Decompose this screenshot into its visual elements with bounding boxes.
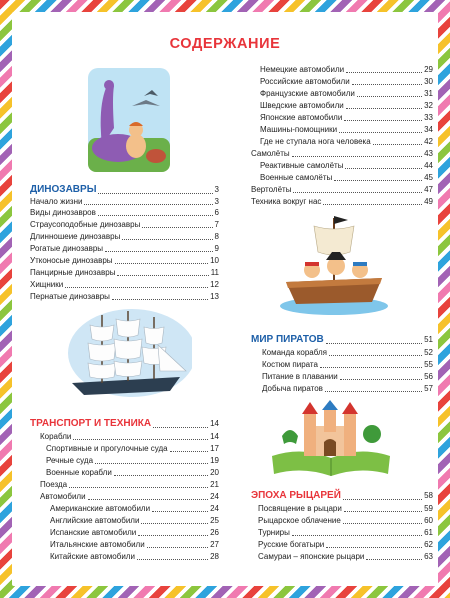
toc-item-page: 44: [424, 161, 433, 170]
leader-dots: [65, 287, 208, 288]
toc-item-page: 7: [214, 220, 219, 229]
toc-item[interactable]: [30, 244, 219, 254]
leader-dots: [141, 523, 208, 524]
toc-item-page: 26: [210, 528, 219, 537]
toc-item-label: Машины-помощники: [260, 125, 338, 134]
toc-item-label: Реактивные самолёты: [260, 161, 344, 170]
toc-item-label: Поезда: [40, 480, 68, 489]
toc-item-page: 60: [424, 516, 433, 525]
toc-item[interactable]: [251, 197, 433, 207]
section-transport[interactable]: [30, 418, 219, 430]
toc-item-page: 24: [210, 504, 219, 513]
leader-dots: [95, 463, 208, 464]
toc-item-label: Самолёты: [251, 149, 290, 158]
toc-item-label: Французские автомобили: [260, 89, 355, 98]
toc-item[interactable]: [258, 504, 433, 514]
leader-dots: [320, 367, 422, 368]
toc-item-page: 3: [214, 197, 219, 206]
leader-dots: [292, 156, 422, 157]
section-dinosaurs-title: ДИНОЗАВРЫ: [30, 184, 97, 195]
toc-item-label: Турниры: [258, 528, 290, 537]
toc-item[interactable]: [262, 360, 433, 370]
toc-item-page: 30: [424, 77, 433, 86]
toc-item-page: 31: [424, 89, 433, 98]
leader-dots: [325, 391, 422, 392]
page-title: СОДЕРЖАНИЕ: [169, 36, 281, 52]
toc-item-page: 19: [210, 456, 219, 465]
section-pirates-title: МИР ПИРАТОВ: [251, 334, 324, 345]
leader-dots: [340, 379, 422, 380]
leader-dots: [170, 451, 208, 452]
section-transport-title: ТРАНСПОРТ И ТЕХНИКА: [30, 418, 152, 429]
toc-item-page: 49: [424, 197, 433, 206]
toc-item[interactable]: [30, 197, 219, 207]
leader-dots: [343, 523, 422, 524]
toc-item-label: Самураи – японские рыцари: [258, 552, 365, 561]
toc-item-label: Пернатые динозавры: [30, 292, 110, 301]
toc-item[interactable]: [30, 256, 219, 266]
toc-item-label: Речные суда: [46, 456, 94, 465]
toc-item-label: Где не ступала нога человека: [260, 137, 371, 146]
toc-item-page: 57: [424, 384, 433, 393]
toc-item[interactable]: [260, 137, 433, 147]
toc-item[interactable]: [262, 348, 433, 358]
leader-dots: [293, 192, 422, 193]
toc-item-label: Рогатые динозавры: [30, 244, 104, 253]
leader-dots: [346, 108, 422, 109]
toc-item-label: Китайские автомобили: [50, 552, 135, 561]
toc-item-label: Испанские автомобили: [50, 528, 137, 537]
toc-item-label: Длинношеие динозавры: [30, 232, 121, 241]
toc-item[interactable]: [50, 528, 219, 538]
leader-dots: [73, 439, 208, 440]
toc-item-label: Рыцарское облачение: [258, 516, 341, 525]
toc-item-label: Команда корабля: [262, 348, 327, 357]
toc-item-label: Немецкие автомобили: [260, 65, 345, 74]
toc-item-page: 34: [424, 125, 433, 134]
toc-item-label: Посвящение в рыцари: [258, 504, 342, 513]
toc-item[interactable]: [30, 280, 219, 290]
leader-dots: [138, 535, 208, 536]
leader-dots: [98, 193, 212, 194]
toc-item-label: Добыча пиратов: [262, 384, 323, 393]
toc-item-label: Японские автомобили: [260, 113, 343, 122]
toc-item-label: Утконосые динозавры: [30, 256, 113, 265]
pirate-ship-illustration: [278, 212, 390, 316]
leader-dots: [137, 559, 208, 560]
toc-item[interactable]: [40, 432, 219, 442]
toc-item-label: Российские автомобили: [260, 77, 350, 86]
toc-item-label: Английские автомобили: [50, 516, 140, 525]
toc-item-page: 33: [424, 113, 433, 122]
leader-dots: [357, 96, 422, 97]
castle-book-illustration: [268, 400, 394, 480]
toc-item[interactable]: [30, 292, 219, 302]
toc-item[interactable]: [30, 268, 219, 278]
toc-item[interactable]: [50, 516, 219, 526]
toc-item[interactable]: [30, 220, 219, 230]
sailing-ship-illustration: [62, 305, 192, 403]
leader-dots: [345, 168, 422, 169]
leader-dots: [366, 559, 422, 560]
toc-item-label: Панцирные динозавры: [30, 268, 116, 277]
toc-item-page: 62: [424, 540, 433, 549]
toc-item[interactable]: [260, 161, 433, 171]
leader-dots: [84, 204, 212, 205]
leader-dots: [329, 355, 422, 356]
toc-item-label: Русские богатыри: [258, 540, 325, 549]
toc-item[interactable]: [50, 504, 219, 514]
toc-item-label: Автомобили: [40, 492, 86, 501]
leader-dots: [344, 511, 422, 512]
toc-item[interactable]: [50, 552, 219, 562]
leader-dots: [334, 180, 422, 181]
leader-dots: [323, 204, 422, 205]
leader-dots: [142, 227, 212, 228]
toc-item[interactable]: [258, 528, 433, 538]
toc-item[interactable]: [262, 372, 433, 382]
leader-dots: [339, 132, 422, 133]
leader-dots: [115, 263, 209, 264]
toc-item-page: 21: [210, 480, 219, 489]
toc-item-page: 59: [424, 504, 433, 513]
leader-dots: [352, 84, 422, 85]
toc-item-page: 27: [210, 540, 219, 549]
leader-dots: [114, 475, 208, 476]
toc-item-page: 47: [424, 185, 433, 194]
leader-dots: [292, 535, 422, 536]
section-dinosaurs[interactable]: [30, 184, 219, 196]
toc-item-page: 61: [424, 528, 433, 537]
toc-item[interactable]: [30, 208, 219, 218]
toc-item[interactable]: [260, 65, 433, 75]
leader-dots: [69, 487, 208, 488]
toc-item[interactable]: [260, 77, 433, 87]
toc-item-page: 63: [424, 552, 433, 561]
leader-dots: [147, 547, 208, 548]
leader-dots: [152, 511, 208, 512]
section-dinosaurs-page: 3: [214, 185, 219, 194]
toc-item[interactable]: [50, 540, 219, 550]
toc-item-page: 55: [424, 360, 433, 369]
dinosaur-illustration: [88, 68, 170, 172]
toc-item[interactable]: [258, 516, 433, 526]
toc-item-label: Корабли: [40, 432, 72, 441]
toc-item[interactable]: [258, 552, 433, 562]
toc-item-page: 42: [424, 137, 433, 146]
toc-item-label: Начало жизни: [30, 197, 83, 206]
section-knights-title: ЭПОХА РЫЦАРЕЙ: [251, 490, 341, 501]
leader-dots: [105, 251, 213, 252]
toc-item[interactable]: [260, 89, 433, 99]
toc-item[interactable]: [258, 540, 433, 550]
toc-item-page: 20: [210, 468, 219, 477]
toc-item-page: 17: [210, 444, 219, 453]
leader-dots: [373, 144, 422, 145]
toc-item-label: Хищники: [30, 280, 64, 289]
leader-dots: [88, 499, 209, 500]
toc-item-page: 8: [214, 232, 219, 241]
section-pirates-page: 51: [424, 335, 433, 344]
toc-item-page: 52: [424, 348, 433, 357]
toc-item[interactable]: [262, 384, 433, 394]
toc-item-page: 6: [214, 208, 219, 217]
toc-item-page: 10: [210, 256, 219, 265]
toc-item[interactable]: [260, 101, 433, 111]
toc-item[interactable]: [260, 113, 433, 123]
toc-item-label: Костюм пирата: [262, 360, 318, 369]
toc-item-page: 11: [210, 268, 219, 277]
leader-dots: [343, 499, 422, 500]
toc-item-page: 43: [424, 149, 433, 158]
toc-item[interactable]: [46, 444, 219, 454]
toc-item-label: Итальянские автомобили: [50, 540, 145, 549]
toc-item[interactable]: [46, 456, 219, 466]
toc-item-label: Военные корабли: [46, 468, 112, 477]
leader-dots: [98, 215, 213, 216]
toc-item[interactable]: [260, 173, 433, 183]
toc-item-label: Техника вокруг нас: [251, 197, 322, 206]
toc-item-page: 32: [424, 101, 433, 110]
section-transport-page: 14: [210, 419, 219, 428]
toc-item[interactable]: [46, 468, 219, 478]
toc-item-label: Спортивные и прогулочные суда: [46, 444, 168, 453]
toc-item[interactable]: [30, 232, 219, 242]
toc-item-page: 29: [424, 65, 433, 74]
toc-item-label: Военные самолёты: [260, 173, 333, 182]
toc-item-page: 24: [210, 492, 219, 501]
toc-item[interactable]: [251, 149, 433, 159]
toc-item-page: 25: [210, 516, 219, 525]
section-pirates[interactable]: [251, 334, 433, 346]
toc-item-page: 45: [424, 173, 433, 182]
toc-item-page: 13: [210, 292, 219, 301]
toc-item-label: Американские автомобили: [50, 504, 151, 513]
toc-item-page: 9: [214, 244, 219, 253]
leader-dots: [112, 299, 208, 300]
toc-item[interactable]: [40, 480, 219, 490]
section-knights[interactable]: [251, 490, 433, 502]
leader-dots: [326, 547, 422, 548]
toc-item-page: 12: [210, 280, 219, 289]
leader-dots: [122, 239, 212, 240]
toc-item-label: Питание в плавании: [262, 372, 338, 381]
leader-dots: [344, 120, 422, 121]
leader-dots: [117, 275, 208, 276]
toc-item-label: Виды динозавров: [30, 208, 96, 217]
toc-item-page: 28: [210, 552, 219, 561]
toc-item[interactable]: [260, 125, 433, 135]
toc-item-label: Вертолёты: [251, 185, 292, 194]
toc-item-label: Шведские автомобили: [260, 101, 344, 110]
toc-item-label: Страусоподобные динозавры: [30, 220, 141, 229]
leader-dots: [153, 427, 208, 428]
toc-item[interactable]: [40, 492, 219, 502]
toc-item-page: 56: [424, 372, 433, 381]
toc-item[interactable]: [251, 185, 433, 195]
leader-dots: [326, 343, 422, 344]
toc-item-page: 14: [210, 432, 219, 441]
section-knights-page: 58: [424, 491, 433, 500]
leader-dots: [346, 72, 422, 73]
